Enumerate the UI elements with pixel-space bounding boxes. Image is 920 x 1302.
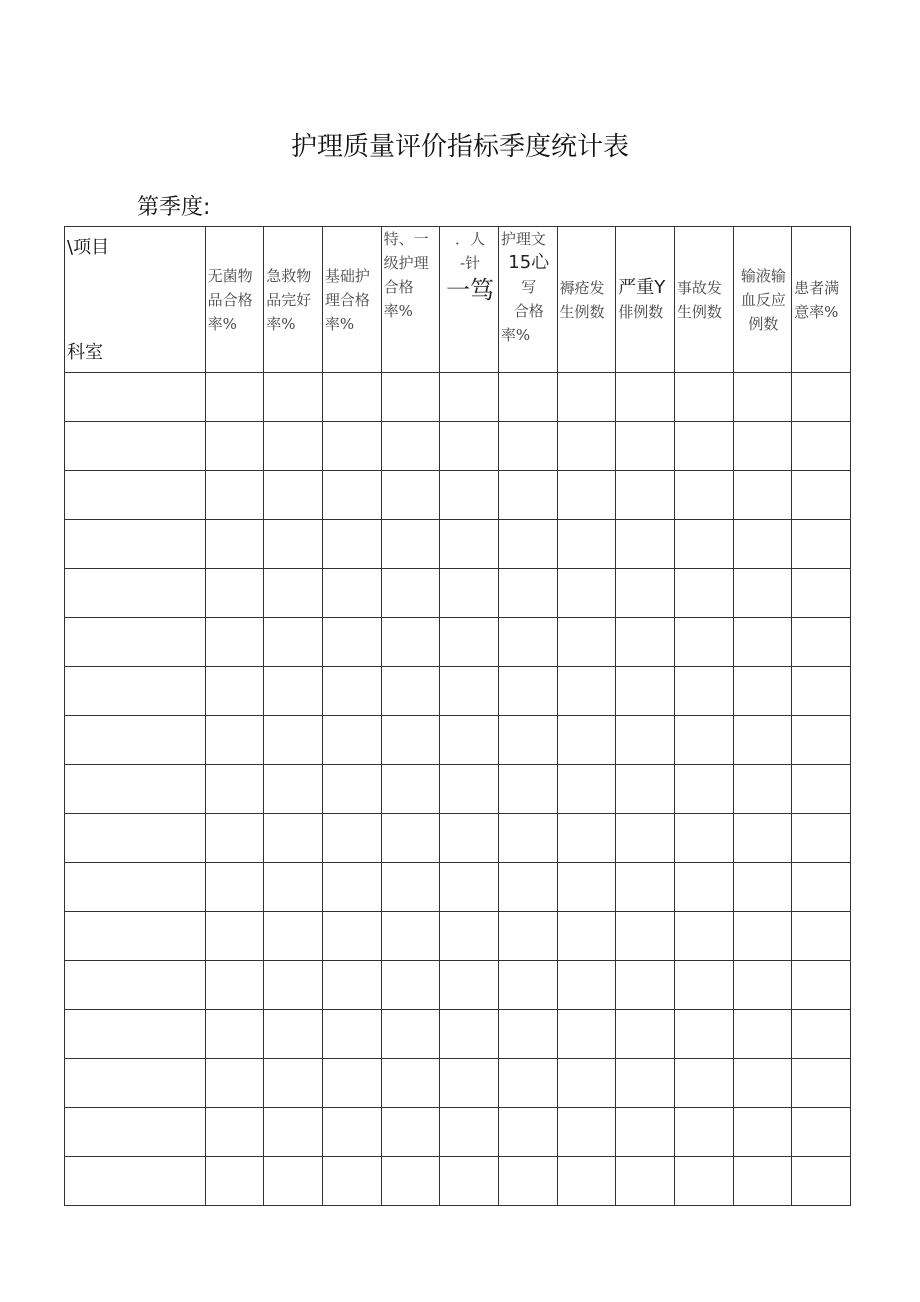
department-cell [65, 520, 206, 569]
value-cell [792, 1010, 851, 1059]
value-cell [498, 1157, 557, 1206]
value-cell [674, 814, 733, 863]
value-cell [557, 520, 616, 569]
value-cell [674, 471, 733, 520]
value-cell [322, 667, 381, 716]
value-cell [264, 1108, 323, 1157]
value-cell [733, 471, 792, 520]
value-cell [674, 765, 733, 814]
value-cell [322, 1157, 381, 1206]
department-cell [65, 471, 206, 520]
value-cell [557, 961, 616, 1010]
value-cell [440, 863, 499, 912]
value-cell [616, 471, 675, 520]
value-cell [205, 520, 264, 569]
value-cell [498, 814, 557, 863]
table-row [65, 961, 851, 1010]
value-cell [440, 373, 499, 422]
header-bedsore-count: 褥疮发 生例数 [557, 227, 616, 373]
value-cell [674, 863, 733, 912]
value-cell [381, 471, 440, 520]
value-cell [264, 667, 323, 716]
value-cell [498, 716, 557, 765]
value-cell [557, 667, 616, 716]
value-cell [733, 912, 792, 961]
value-cell [205, 814, 264, 863]
value-cell [792, 1059, 851, 1108]
value-cell [792, 520, 851, 569]
value-cell [498, 520, 557, 569]
value-cell [381, 961, 440, 1010]
value-cell [792, 1108, 851, 1157]
value-cell [440, 961, 499, 1010]
value-cell [440, 569, 499, 618]
value-cell [264, 863, 323, 912]
table-row [65, 471, 851, 520]
value-cell [381, 618, 440, 667]
department-cell [65, 1059, 206, 1108]
value-cell [792, 912, 851, 961]
value-cell [264, 1157, 323, 1206]
value-cell [557, 471, 616, 520]
value-cell [498, 765, 557, 814]
value-cell [498, 422, 557, 471]
value-cell [498, 1108, 557, 1157]
value-cell [733, 1108, 792, 1157]
value-cell [498, 912, 557, 961]
value-cell [381, 1010, 440, 1059]
value-cell [733, 422, 792, 471]
value-cell [616, 1157, 675, 1206]
value-cell [264, 814, 323, 863]
header-special-care-rate: 特、一 级护理 合格 率% [381, 227, 440, 373]
value-cell [792, 863, 851, 912]
value-cell [205, 1010, 264, 1059]
value-cell [792, 814, 851, 863]
value-cell [792, 471, 851, 520]
header-patient-satisfaction-rate: 患者满 意率% [792, 227, 851, 373]
statistics-table [64, 226, 851, 1206]
value-cell [616, 1108, 675, 1157]
value-cell [322, 863, 381, 912]
value-cell [381, 422, 440, 471]
value-cell [205, 961, 264, 1010]
header-illegible-column: ．人 -针 一笃 [440, 227, 499, 373]
value-cell [322, 814, 381, 863]
value-cell [440, 618, 499, 667]
value-cell [381, 667, 440, 716]
value-cell [381, 912, 440, 961]
value-cell [733, 618, 792, 667]
value-cell [205, 1157, 264, 1206]
header-row [65, 227, 851, 373]
table-row [65, 912, 851, 961]
value-cell [440, 1010, 499, 1059]
value-cell [381, 765, 440, 814]
table-row [65, 765, 851, 814]
value-cell [674, 1157, 733, 1206]
value-cell [616, 373, 675, 422]
value-cell [792, 422, 851, 471]
value-cell [733, 373, 792, 422]
department-cell [65, 814, 206, 863]
department-cell [65, 1108, 206, 1157]
table-row [65, 863, 851, 912]
value-cell [616, 765, 675, 814]
value-cell [792, 961, 851, 1010]
value-cell [733, 569, 792, 618]
value-cell [205, 422, 264, 471]
table-row [65, 618, 851, 667]
value-cell [381, 520, 440, 569]
value-cell [674, 422, 733, 471]
value-cell [205, 471, 264, 520]
value-cell [616, 520, 675, 569]
table-row [65, 1157, 851, 1206]
value-cell [498, 373, 557, 422]
table-row [65, 667, 851, 716]
value-cell [674, 1059, 733, 1108]
value-cell [322, 716, 381, 765]
value-cell [616, 716, 675, 765]
value-cell [557, 1108, 616, 1157]
value-cell [557, 373, 616, 422]
value-cell [322, 1010, 381, 1059]
header-basic-care-rate: 基础护 理合格 率% [322, 227, 381, 373]
value-cell [674, 716, 733, 765]
value-cell [792, 373, 851, 422]
value-cell [381, 814, 440, 863]
header-severe-count: 严重Y 俳例数 [616, 227, 675, 373]
value-cell [674, 1108, 733, 1157]
table-row [65, 814, 851, 863]
value-cell [616, 422, 675, 471]
value-cell [322, 1108, 381, 1157]
value-cell [381, 1108, 440, 1157]
table-row [65, 422, 851, 471]
table-row [65, 569, 851, 618]
value-cell [205, 373, 264, 422]
value-cell [440, 1157, 499, 1206]
department-cell [65, 373, 206, 422]
value-cell [264, 618, 323, 667]
value-cell [205, 912, 264, 961]
value-cell [557, 716, 616, 765]
value-cell [322, 961, 381, 1010]
value-cell [557, 1157, 616, 1206]
value-cell [264, 520, 323, 569]
value-cell [381, 863, 440, 912]
value-cell [498, 863, 557, 912]
value-cell [792, 667, 851, 716]
value-cell [440, 814, 499, 863]
header-accident-count: 事故发 生例数 [674, 227, 733, 373]
value-cell [616, 814, 675, 863]
value-cell [733, 1157, 792, 1206]
value-cell [733, 814, 792, 863]
header-transfusion-reaction-count: 输液输 血反应 例数 [733, 227, 792, 373]
value-cell [733, 520, 792, 569]
value-cell [498, 1059, 557, 1108]
value-cell [322, 422, 381, 471]
corner-department-label: 科室 [67, 342, 103, 363]
value-cell [792, 618, 851, 667]
table-row [65, 1010, 851, 1059]
value-cell [557, 1010, 616, 1059]
value-cell [264, 569, 323, 618]
value-cell [381, 716, 440, 765]
value-cell [557, 863, 616, 912]
corner-item-label: \项目 [67, 237, 110, 258]
value-cell [322, 569, 381, 618]
value-cell [616, 618, 675, 667]
value-cell [674, 373, 733, 422]
value-cell [557, 1059, 616, 1108]
value-cell [674, 667, 733, 716]
value-cell [440, 422, 499, 471]
value-cell [557, 912, 616, 961]
value-cell [264, 1059, 323, 1108]
value-cell [733, 1059, 792, 1108]
value-cell [557, 569, 616, 618]
value-cell [733, 863, 792, 912]
value-cell [264, 765, 323, 814]
value-cell [792, 1157, 851, 1206]
value-cell [205, 667, 264, 716]
value-cell [440, 520, 499, 569]
value-cell [322, 912, 381, 961]
value-cell [792, 716, 851, 765]
header-nursing-document-rate: 护理文 15心 写 合格 率% [498, 227, 557, 373]
value-cell [205, 765, 264, 814]
value-cell [205, 1059, 264, 1108]
department-cell [65, 569, 206, 618]
value-cell [322, 765, 381, 814]
table-row [65, 716, 851, 765]
value-cell [674, 520, 733, 569]
value-cell [733, 961, 792, 1010]
header-sterile-items-rate: 无菌物 品合格 率% [205, 227, 264, 373]
value-cell [440, 1059, 499, 1108]
value-cell [733, 716, 792, 765]
value-cell [440, 471, 499, 520]
value-cell [322, 373, 381, 422]
value-cell [322, 471, 381, 520]
value-cell [498, 618, 557, 667]
value-cell [498, 1010, 557, 1059]
value-cell [674, 569, 733, 618]
value-cell [264, 912, 323, 961]
value-cell [264, 373, 323, 422]
department-cell [65, 1010, 206, 1059]
value-cell [674, 961, 733, 1010]
table-row [65, 373, 851, 422]
value-cell [733, 765, 792, 814]
value-cell [557, 422, 616, 471]
table-row [65, 1059, 851, 1108]
value-cell [792, 765, 851, 814]
value-cell [674, 618, 733, 667]
value-cell [498, 569, 557, 618]
value-cell [440, 912, 499, 961]
quarter-label: 第季度: [137, 195, 211, 220]
value-cell [498, 961, 557, 1010]
table-row [65, 1108, 851, 1157]
value-cell [616, 1059, 675, 1108]
value-cell [264, 1010, 323, 1059]
value-cell [264, 961, 323, 1010]
value-cell [205, 716, 264, 765]
department-cell [65, 618, 206, 667]
value-cell [440, 716, 499, 765]
department-cell [65, 667, 206, 716]
value-cell [205, 569, 264, 618]
value-cell [557, 765, 616, 814]
value-cell [616, 569, 675, 618]
value-cell [264, 716, 323, 765]
value-cell [440, 1108, 499, 1157]
value-cell [616, 1010, 675, 1059]
value-cell [381, 1157, 440, 1206]
value-cell [381, 1059, 440, 1108]
value-cell [733, 667, 792, 716]
value-cell [616, 863, 675, 912]
table-row [65, 520, 851, 569]
page-title: 护理质量评价指标季度统计表 [290, 132, 629, 162]
value-cell [440, 667, 499, 716]
header-emergency-items-rate: 急救物 品完好 率% [264, 227, 323, 373]
department-cell [65, 422, 206, 471]
value-cell [264, 471, 323, 520]
value-cell [381, 569, 440, 618]
value-cell [674, 912, 733, 961]
value-cell [792, 569, 851, 618]
value-cell [498, 667, 557, 716]
value-cell [616, 961, 675, 1010]
value-cell [440, 765, 499, 814]
value-cell [616, 912, 675, 961]
value-cell [322, 618, 381, 667]
value-cell [322, 1059, 381, 1108]
department-cell [65, 716, 206, 765]
corner-header-cell [65, 227, 206, 373]
value-cell [733, 1010, 792, 1059]
value-cell [498, 471, 557, 520]
value-cell [205, 618, 264, 667]
value-cell [557, 814, 616, 863]
value-cell [205, 1108, 264, 1157]
value-cell [264, 422, 323, 471]
value-cell [674, 1010, 733, 1059]
value-cell [616, 667, 675, 716]
department-cell [65, 961, 206, 1010]
value-cell [381, 373, 440, 422]
department-cell [65, 1157, 206, 1206]
department-cell [65, 912, 206, 961]
value-cell [205, 863, 264, 912]
value-cell [322, 520, 381, 569]
department-cell [65, 765, 206, 814]
department-cell [65, 863, 206, 912]
value-cell [557, 618, 616, 667]
